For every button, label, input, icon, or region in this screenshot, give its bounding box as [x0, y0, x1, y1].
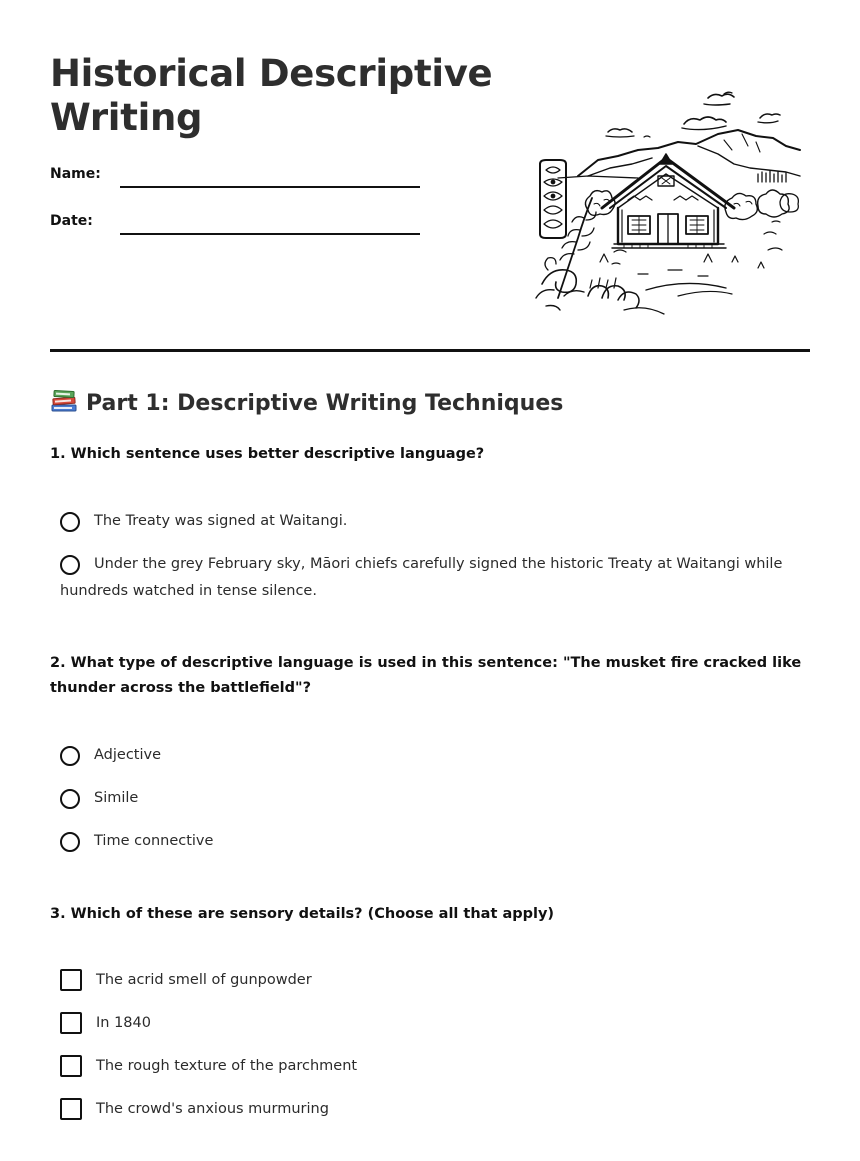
section-heading [50, 388, 563, 416]
question-3-option-1[interactable] [60, 967, 800, 994]
wharenui-meeting-house-illustration [528, 84, 810, 324]
checkbox[interactable] [60, 1055, 82, 1077]
option-label: Simile [94, 790, 139, 806]
radio-button[interactable] [60, 512, 80, 532]
option-label: The Treaty was signed at Waitangi. [94, 513, 348, 529]
name-line[interactable] [120, 186, 420, 188]
checkbox[interactable] [60, 1012, 82, 1034]
option-label: In 1840 [96, 1015, 151, 1031]
date-field[interactable] [50, 213, 420, 243]
option-label: Adjective [94, 747, 162, 763]
question-1-option-1[interactable] [60, 508, 800, 535]
worksheet-title: Historical Descriptive Writing [50, 52, 493, 139]
date-label: Date: [50, 213, 93, 229]
checkbox[interactable] [60, 1098, 82, 1120]
question-2-option-1[interactable] [60, 742, 800, 769]
question-3: 3. Which of these are sensory details? (Choose all that apply) [50, 906, 555, 922]
option-label: Time connective [94, 833, 214, 849]
question-1-option-2[interactable] [60, 551, 800, 605]
books-emoji-icon [50, 388, 78, 414]
radio-button[interactable] [60, 555, 80, 575]
radio-button[interactable] [60, 746, 80, 766]
section-heading-text: Part 1: Descriptive Writing Techniques [86, 391, 564, 416]
option-label: The rough texture of the parchment [96, 1058, 358, 1074]
question-2-option-2[interactable] [60, 785, 800, 812]
name-label: Name: [50, 166, 101, 182]
question-3-option-3[interactable] [60, 1053, 800, 1080]
date-line[interactable] [120, 233, 420, 235]
option-label: The crowd's anxious murmuring [96, 1101, 329, 1117]
question-2-option-3[interactable] [60, 828, 800, 855]
question-3-option-2[interactable] [60, 1010, 800, 1037]
radio-button[interactable] [60, 789, 80, 809]
question-3-option-4[interactable] [60, 1096, 800, 1123]
header-divider [50, 349, 810, 352]
option-label: Under the grey February sky, Māori chiefs carefully signed the historic Treaty at Waitangi while hundreds watched in tense silence. [60, 556, 783, 599]
question-1: 1. Which sentence uses better descriptive language? [50, 446, 485, 462]
radio-button[interactable] [60, 832, 80, 852]
checkbox[interactable] [60, 969, 82, 991]
name-field[interactable] [50, 166, 420, 196]
option-label: The acrid smell of gunpowder [96, 972, 312, 988]
question-2: 2. What type of descriptive language is used in this sentence: "The musket fire cracked like thunder across the battlefield"? [50, 655, 802, 696]
